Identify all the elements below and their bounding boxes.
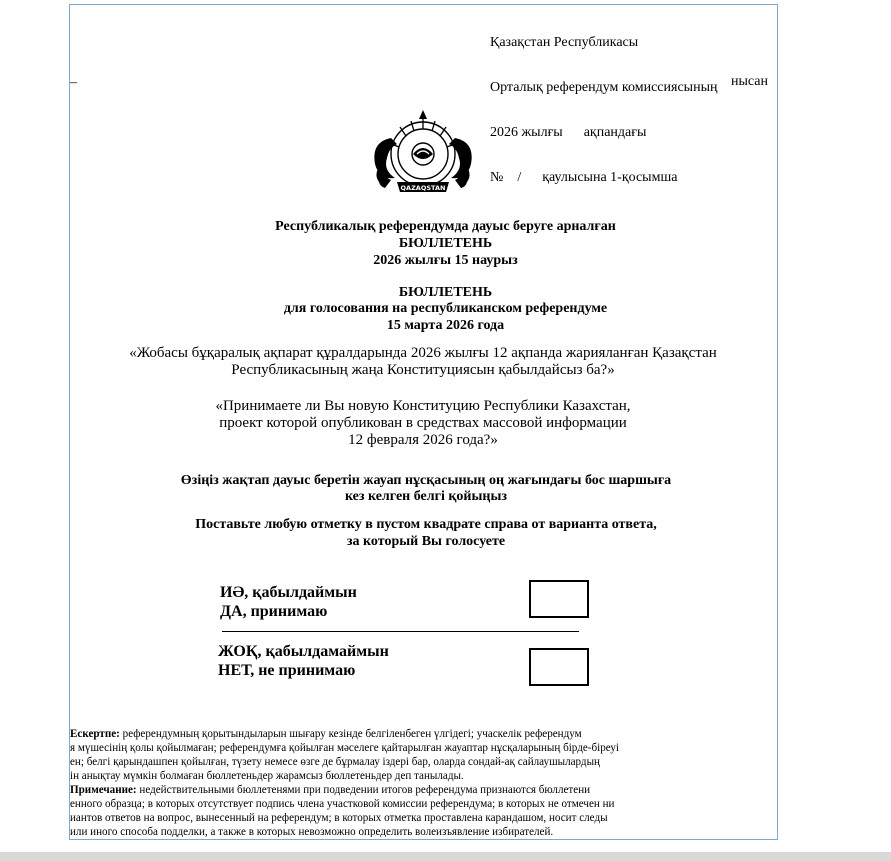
instruction-kk-line-1: Өзіңіз жақтап дауыс беретін жауап нұсқасының оң жағындағы бос шаршыға [180,473,672,488]
note-ru-line-2: енного образца; в которых отсутствует подпись члена участковой комиссии референдума; в которых не отмечен ни [70,798,615,810]
page-bottom-band [0,852,891,861]
question-kk-line-1: «Жобасы бұқаралық ақпарат құралдарында 2026 жылғы 12 ақпанда жарияланған Қазақстан [129,345,717,361]
note-ru-line-4: или иного способа подделки, а также в которых невозможно определить волеизъявление избирателей. [70,826,554,837]
question-kk-line-2: Республикасының жаңа Конституциясын қабылдайсыз ба?» [231,362,615,378]
title-kk-line-3: 2026 жылғы 15 наурыз [373,253,518,268]
answer-no-checkbox[interactable] [529,648,589,686]
emblem-icon [361,108,485,202]
header-line-1: Қазақстан Республикасы [490,35,639,50]
note-kk-label: Ескертпе: [70,728,120,740]
answer-no-ru: НЕТ, не принимаю [218,662,356,679]
note-kk-line-2: я мүшесінің қолы қойылмаған; референдумға қойылған мәселеге қайтарылған жауаптар нұсқаларының бірде-біреуі [70,742,620,754]
answer-no-label [218,642,389,680]
appendix-header [490,5,717,200]
instruction-ru-line-2: за который Вы голосуете [346,534,506,549]
note-kk-text-1: референдумның қорытындыларын шығару кезінде белгіленбеген үлгідегі; учаскелік референдум [122,728,582,740]
question-ru-line-3: 12 февраля 2026 года?» [348,432,498,448]
note-ru-line-3: иантов ответов на вопрос, вынесенный на референдум; в которых отметка проставлена карандашом, носит следы [70,812,608,824]
title-kk-line-2: БЮЛЛЕТЕНЬ [398,236,493,251]
notes-section [70,727,777,837]
title-kk-line-1: Республикалық референдумда дауыс беруге арналған [275,219,616,234]
answer-yes-label [220,583,357,621]
note-kk-line-4: ін анықтау мүмкін болмаған бюллетеньдер жарамсыз бюллетеньдер деп танылады. [70,770,464,782]
left-mark: – [70,75,77,90]
answer-yes-checkbox[interactable] [529,580,589,618]
header-line-2: Орталық референдум комиссиясының [490,80,718,95]
form-label: нысан [731,74,768,89]
note-kk-line-1 [70,727,777,741]
answer-yes-ru: ДА, принимаю [220,603,328,620]
emblem-text: QAZAQSTAN [400,184,446,192]
answer-divider [222,631,579,632]
instruction-ru-line-1: Поставьте любую отметку в пустом квадрате справа от варианта ответа, [195,517,657,532]
title-ru-line-3: 15 марта 2026 года [386,318,505,333]
note-ru-text-1: недействительными бюллетенями при подведении итогов референдума признаются бюллетени [139,784,591,796]
note-ru-label: Примечание: [70,784,137,796]
title-ru-line-2: для голосования на республиканском референдуме [283,301,608,316]
title-ru-line-1: БЮЛЛЕТЕНЬ [398,285,493,300]
header-line-4: № / қаулысына 1-қосымша [490,170,678,185]
instruction-kk-line-2: кез келген белгі қойыңыз [344,489,508,504]
question-ru-line-2: проект которой опубликован в средствах массовой информации [219,415,627,431]
question-ru-line-1: «Принимаете ли Вы новую Конституцию Республики Казахстан, [215,398,631,414]
note-ru-line-1 [70,783,777,797]
answer-no-kk: ЖОҚ, қабылдамаймын [218,643,389,660]
answer-yes-kk: ИӘ, қабылдаймын [220,584,357,601]
header-line-3: 2026 жылғы ақпандағы [490,125,647,140]
note-kk-line-3: ен; белгі қарындашпен қойылған, түзету немесе өзге де бұрмалау іздері бар, оларда сондай-ақ сайлаушылардың [70,756,600,768]
